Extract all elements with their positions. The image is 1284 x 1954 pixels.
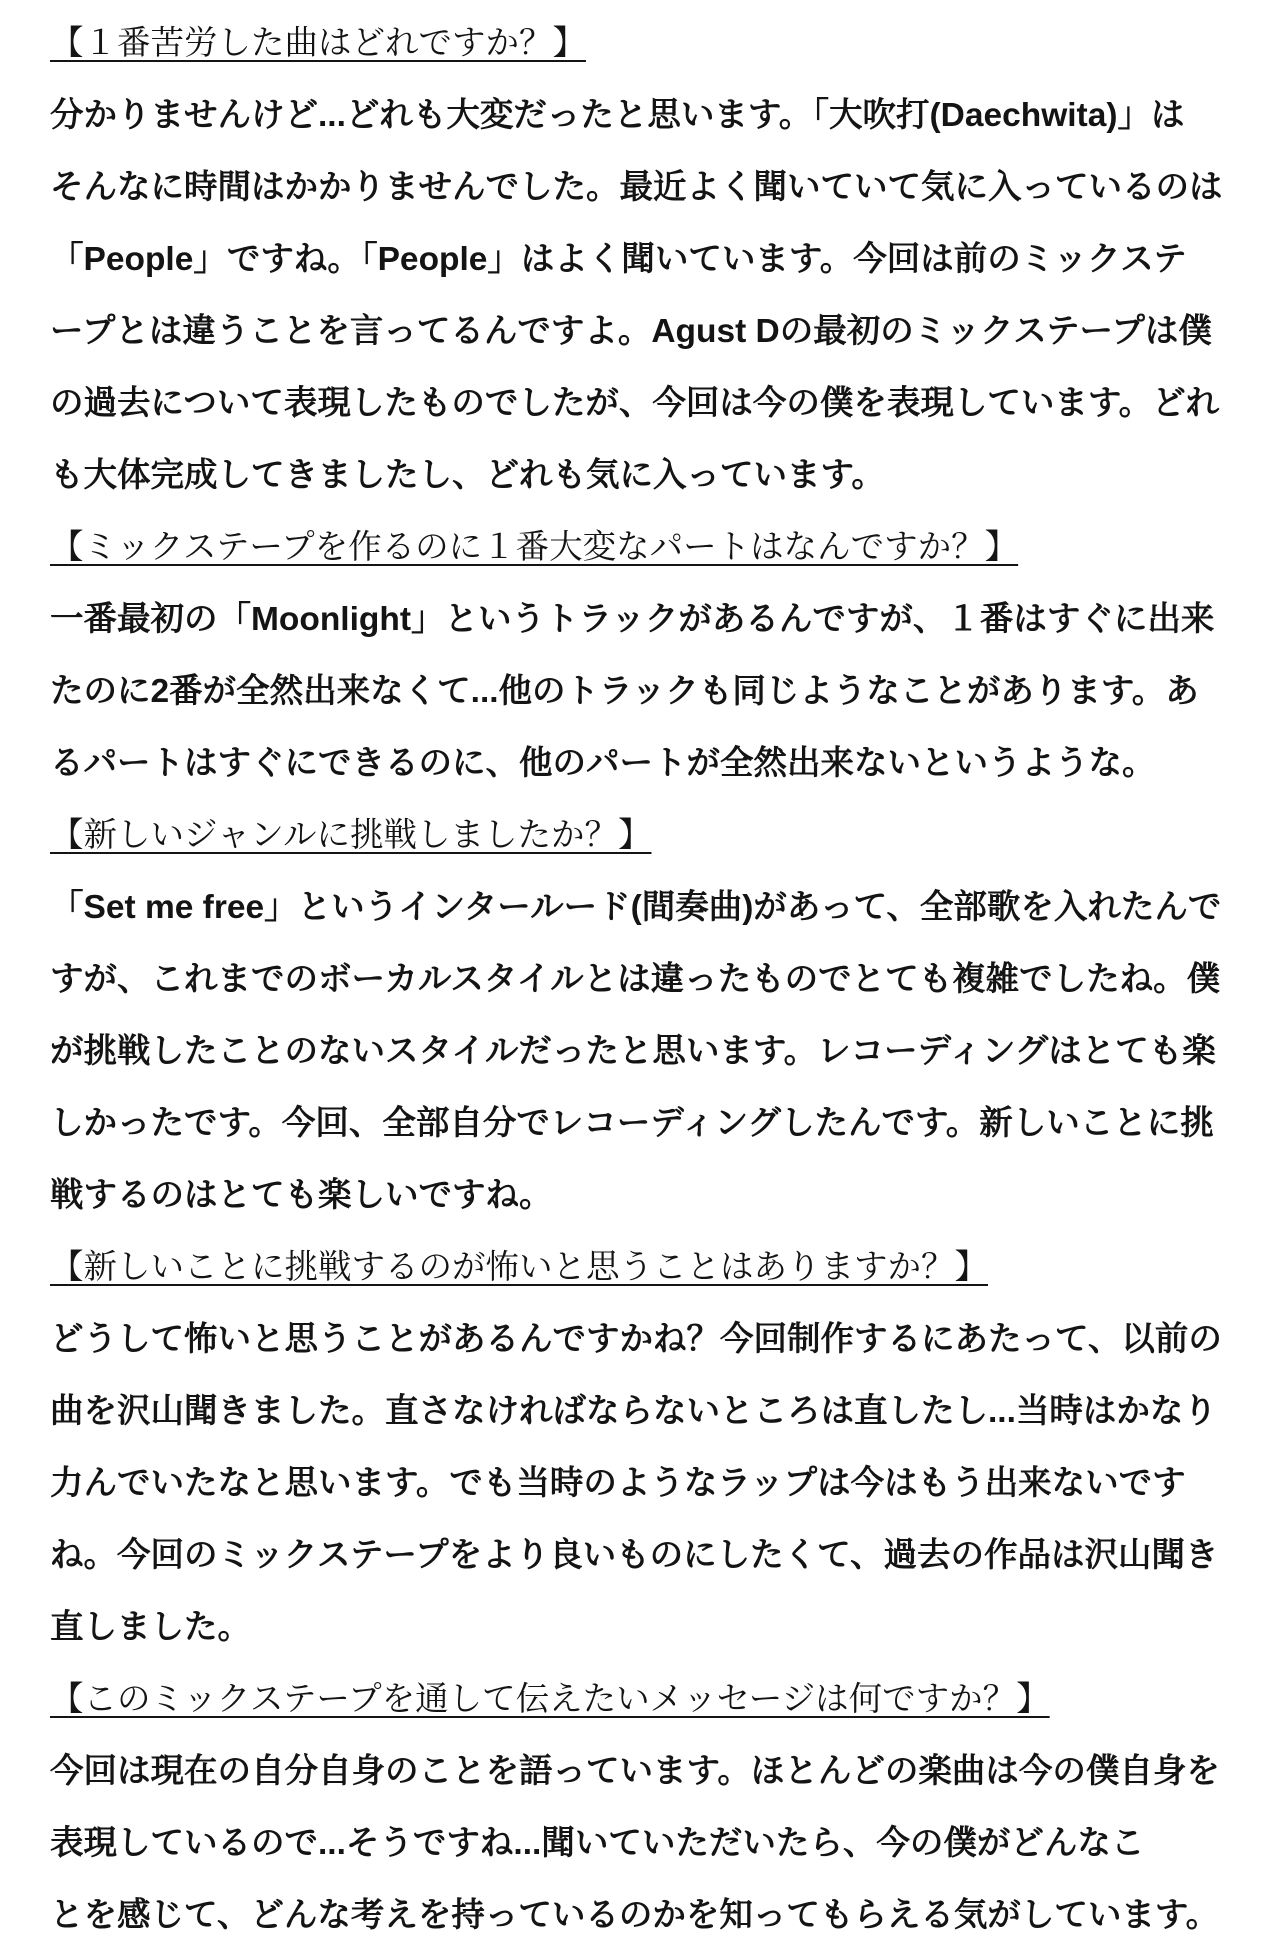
question-text: 【このミックステープを通して伝えたいメッセージは何ですか？】 xyxy=(50,1681,1050,1718)
question-text: 【新しいジャンルに挑戦しましたか？】 xyxy=(50,817,652,854)
answer-line: 一番最初の「Moonlight」というトラックがあるんですが、１番はすぐに出来 xyxy=(50,601,1215,638)
answer-line: も大体完成してきましたし、どれも気に入っています。 xyxy=(50,457,885,494)
answer-line: 「People」ですね。「People」はよく聞いています。今回は前のミックステ xyxy=(50,241,1187,278)
question-text: 【ミックステープを作るのに１番大変なパートはなんですか？】 xyxy=(50,529,1019,566)
answer-line: そんなに時間はかかりませんでした。最近よく聞いていて気に入っているのは xyxy=(50,169,1223,206)
answer-line: すが、これまでのボーカルスタイルとは違ったものでとても複雑でしたね。僕 xyxy=(50,961,1221,998)
answer-line: 今回は現在の自分自身のことを語っています。ほとんどの楽曲は今の僕自身を xyxy=(50,1753,1220,1790)
answer-line: るパートはすぐにできるのに、他のパートが全然出来ないというような。 xyxy=(50,745,1156,782)
answer-line: 直しました。 xyxy=(50,1609,251,1646)
question-text: 【新しいことに挑戦するのが怖いと思うことはありますか？】 xyxy=(50,1249,988,1286)
answer-line: ープとは違うことを言ってるんですよ。Agust Dの最初のミックステープは僕 xyxy=(50,313,1212,350)
answer-line: どうして怖いと思うことがあるんですかね？今回制作するにあたって、以前の xyxy=(50,1321,1222,1358)
answer-line: しかったです。今回、全部自分でレコーディングしたんです。新しいことに挑 xyxy=(50,1105,1214,1142)
answer-line: 分かりませんけど...どれも大変だったと思います。「大吹打(Daechwita)」は xyxy=(50,97,1185,134)
answer-line: 「Set me free」というインタールード(間奏曲)があって、全部歌を入れたんで xyxy=(50,889,1222,926)
answer-line: 力んでいたなと思います。でも当時のようなラップは今はもう出来ないです xyxy=(50,1465,1186,1502)
question-text: 【１番苦労した曲はどれですか？】 xyxy=(50,25,586,62)
answer-line: とを感じて、どんな考えを持っているのかを知ってもらえる気がしています。 xyxy=(50,1897,1220,1934)
question-heading xyxy=(50,512,1284,584)
question-heading xyxy=(50,1664,1284,1736)
question-heading xyxy=(50,8,1284,80)
question-heading xyxy=(50,1232,1284,1304)
answer-line: たのに2番が全然出来なくて...他のトラックも同じようなことがあります。あ xyxy=(50,673,1199,710)
answer-line: 戦するのはとても楽しいですね。 xyxy=(50,1177,553,1214)
answer-line: 曲を沢山聞きました。直さなければならないところは直したし...当時はかなり xyxy=(50,1393,1217,1430)
answer-line: の過去について表現したものでしたが、今回は今の僕を表現しています。どれ xyxy=(50,385,1220,422)
answer-line: が挑戦したことのないスタイルだったと思います。レコーディングはとても楽 xyxy=(50,1033,1216,1070)
answer-line: ね。今回のミックステープをより良いものにしたくて、過去の作品は沢山聞き xyxy=(50,1537,1219,1574)
question-heading xyxy=(50,800,1284,872)
answer-line: 表現しているので...そうですね...聞いていただいたら、今の僕がどんなこ xyxy=(50,1825,1145,1862)
